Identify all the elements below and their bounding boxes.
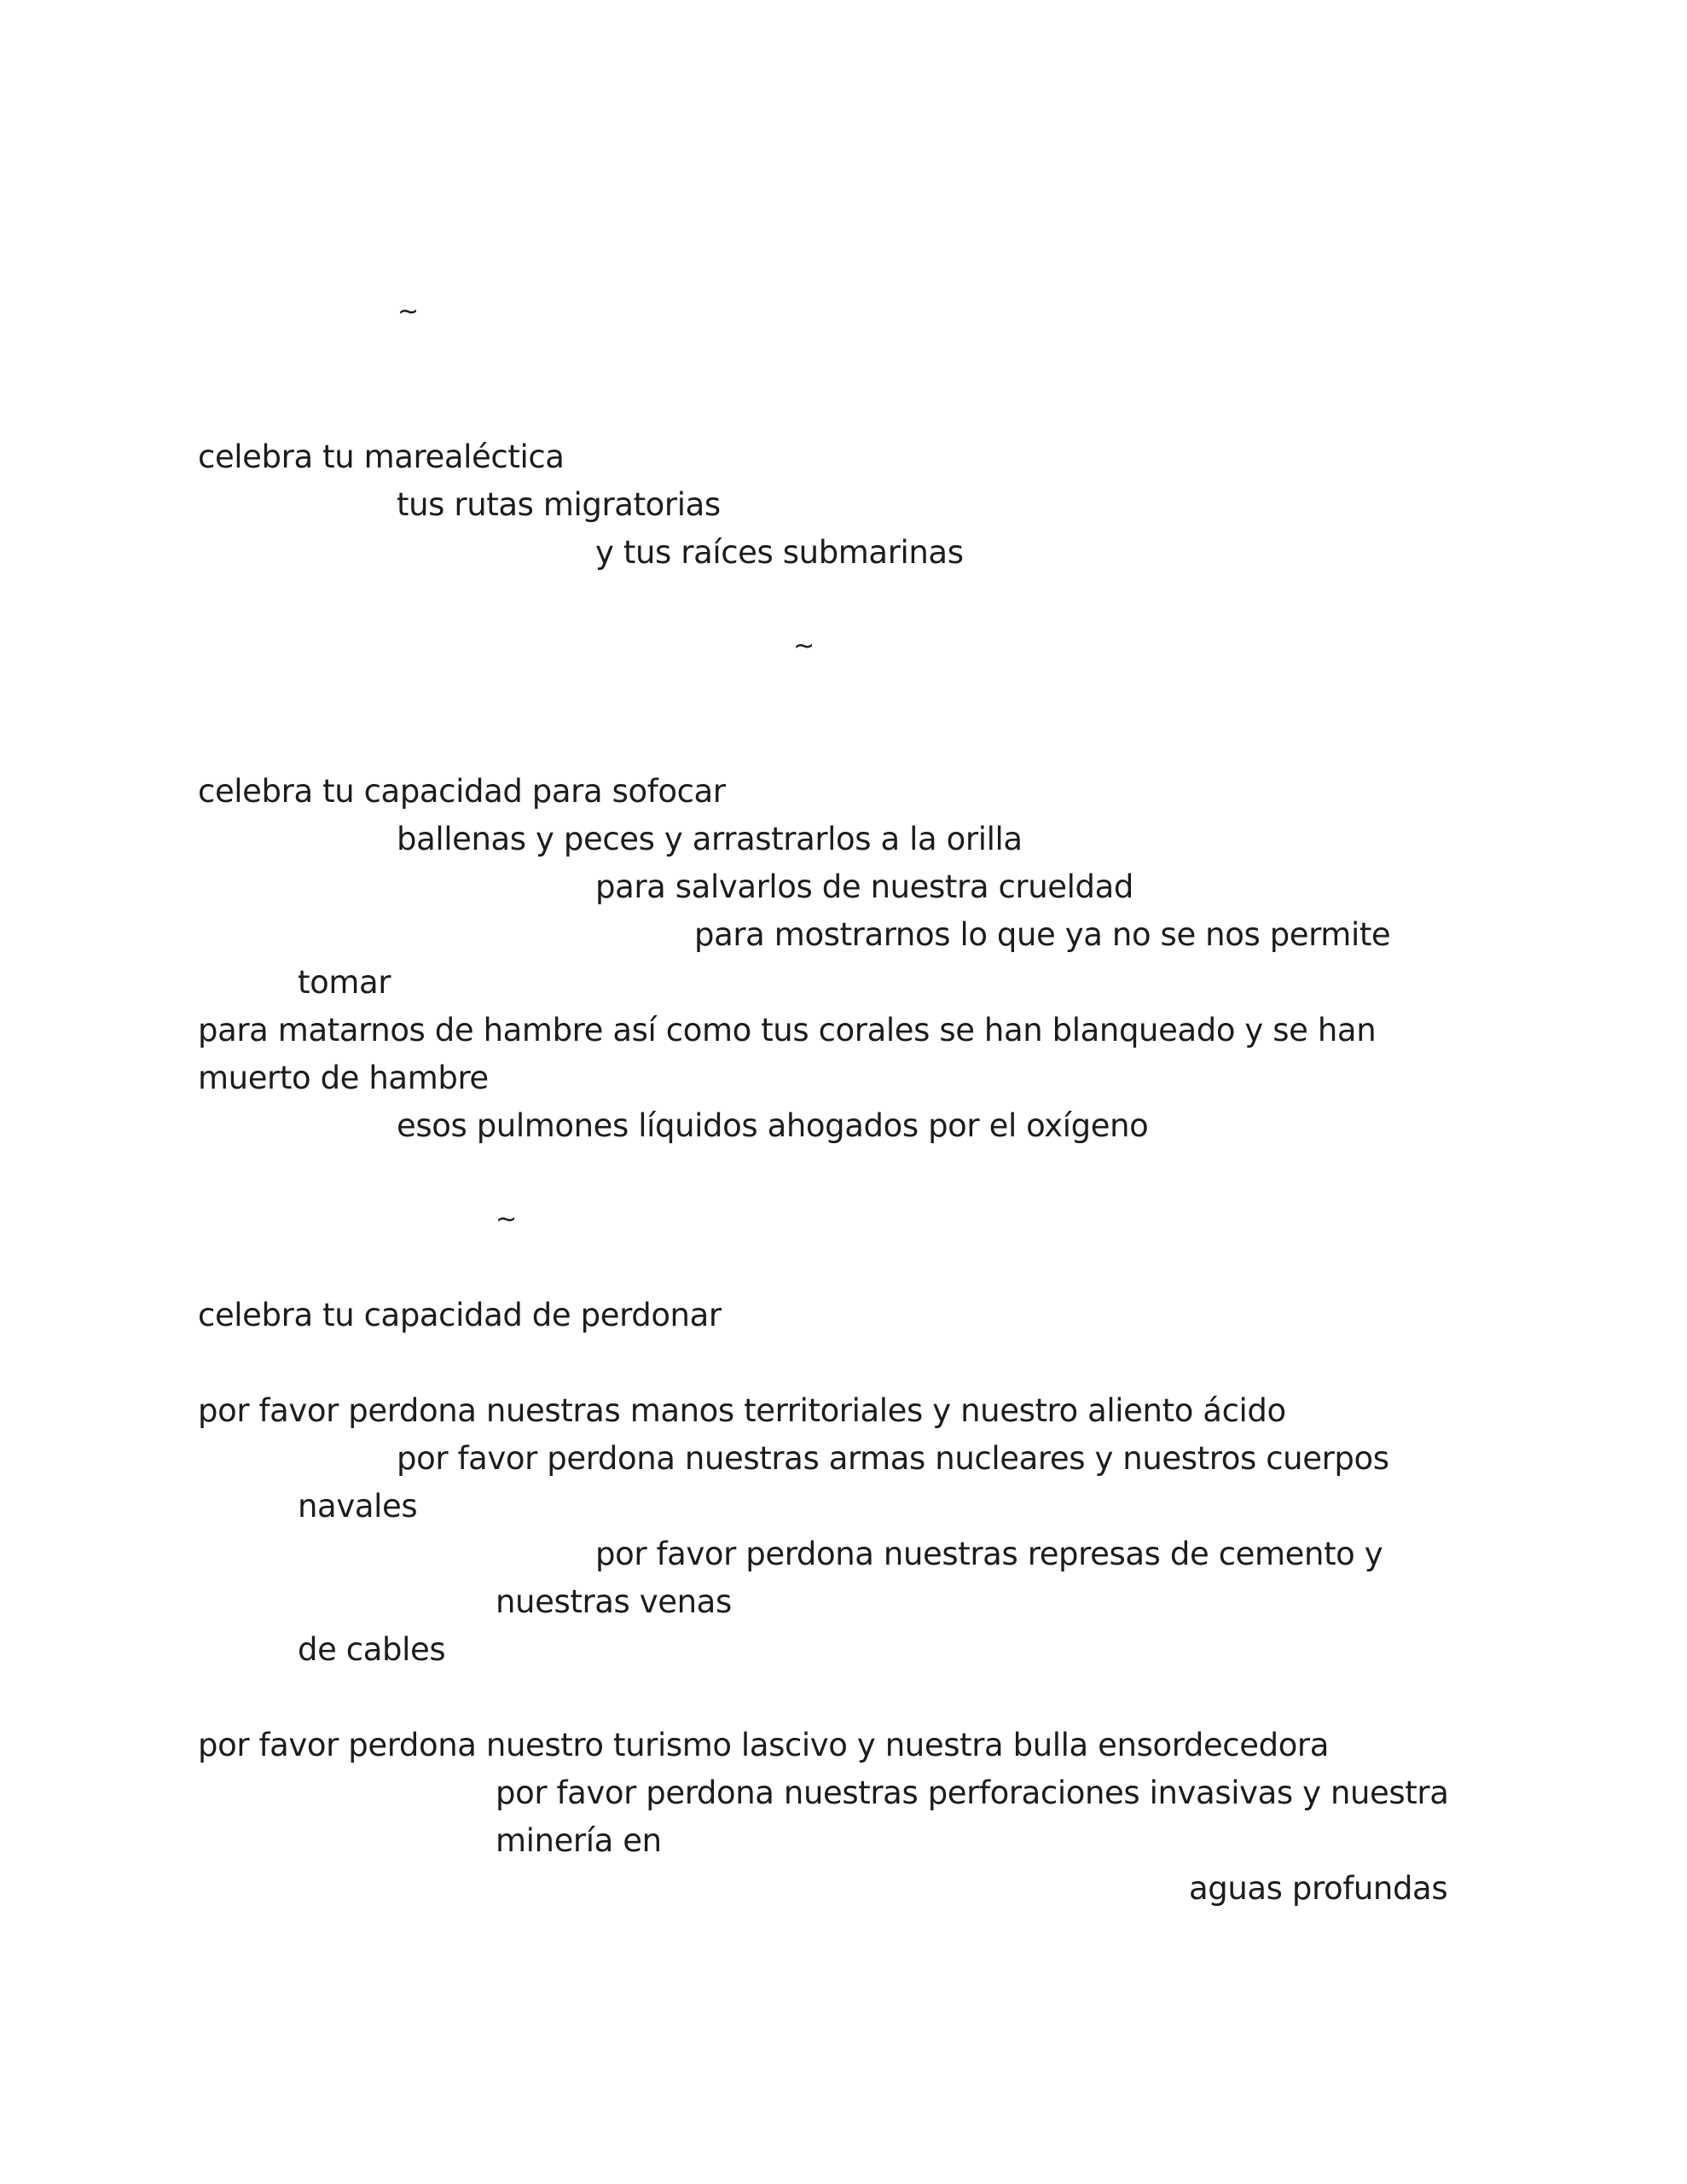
poem-line: celebra tu capacidad para sofocar — [198, 773, 726, 810]
poem-line: esos pulmones líquidos ahogados por el oxígeno — [397, 1107, 1149, 1144]
poem-line: nuestras venas — [496, 1583, 732, 1620]
poem-line: para salvarlos de nuestra crueldad — [595, 868, 1133, 905]
poem-line: minería en — [496, 1822, 662, 1859]
poem-line: celebra tu capacidad de perdonar — [198, 1297, 722, 1333]
poem-line: por favor perdona nuestras manos territoriales y nuestro aliento ácido — [198, 1392, 1286, 1429]
poem-line: para matarnos de hambre así como tus corales se han blanqueado y se han — [198, 1012, 1377, 1048]
poem-line: por favor perdona nuestro turismo lascivo y nuestra bulla ensordecedora — [198, 1727, 1330, 1763]
poem-line: por favor perdona nuestras perforaciones invasivas y nuestra — [496, 1774, 1449, 1811]
poem-line: celebra tu marealéctica — [198, 439, 565, 475]
poem-line: aguas profundas — [1189, 1870, 1448, 1907]
poem-line: navales — [298, 1488, 418, 1525]
section-divider-tilde: ~ — [793, 631, 815, 661]
poem-line: por favor perdona nuestras represas de cemento y — [595, 1536, 1383, 1572]
poem-line: y tus raíces submarinas — [595, 534, 964, 571]
poem-line: tomar — [298, 964, 391, 1001]
poem-line: ballenas y peces y arrastrarlos a la orilla — [397, 821, 1023, 857]
section-divider-tilde: ~ — [397, 297, 419, 327]
poem-line: de cables — [298, 1631, 446, 1668]
poem-line: por favor perdona nuestras armas nucleares y nuestros cuerpos — [397, 1440, 1389, 1477]
section-divider-tilde: ~ — [496, 1205, 517, 1234]
poem-line: para mostrarnos lo que ya no se nos permite — [694, 916, 1391, 953]
poem-line: tus rutas migratorias — [397, 486, 721, 523]
poem-line: muerto de hambre — [198, 1060, 489, 1096]
